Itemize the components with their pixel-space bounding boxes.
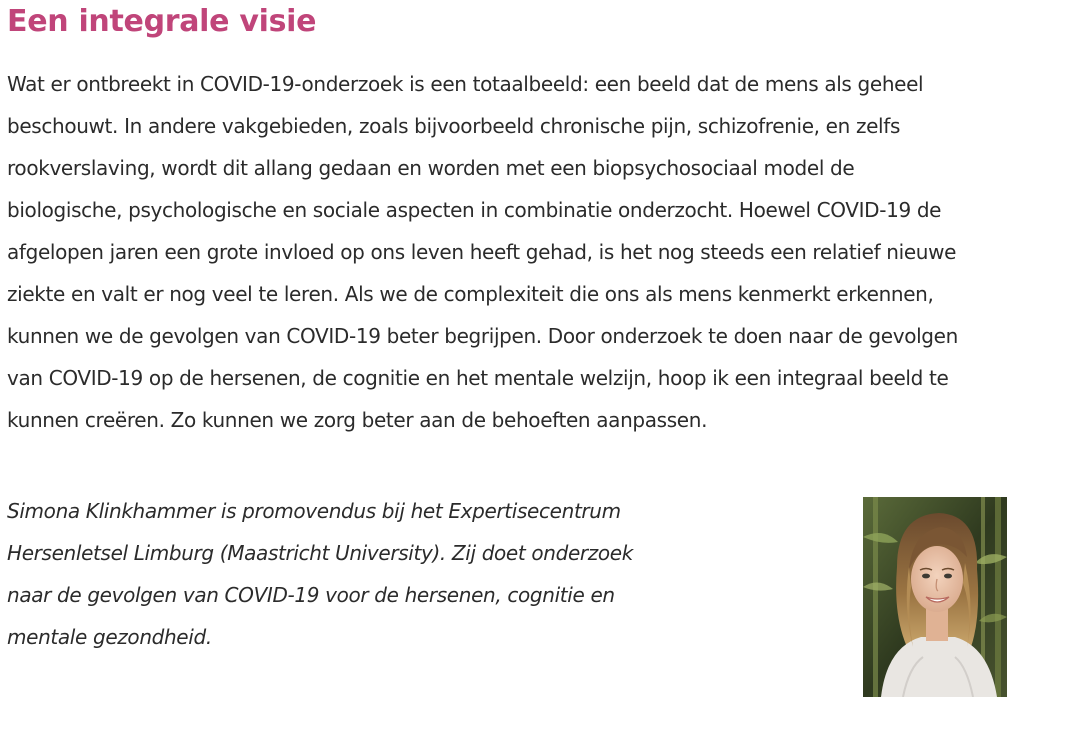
paragraph-line: van COVID-19 op de hersenen, de cognitie en het mentale welzijn, hoop ik een integraal beeld te bbox=[7, 366, 949, 390]
paragraph-line: afgelopen jaren een grote invloed op ons leven heeft gehad, is het nog steeds een relatief nieuwe bbox=[7, 240, 957, 264]
author-portrait bbox=[863, 497, 1007, 697]
paragraph-line: beschouwt. In andere vakgebieden, zoals bijvoorbeeld chronische pijn, schizofrenie, en zelfs bbox=[7, 114, 901, 138]
paragraph-line: biologische, psychologische en sociale aspecten in combinatie onderzocht. Hoewel COVID-19 de bbox=[7, 198, 942, 222]
author-bio bbox=[7, 490, 787, 658]
bio-line: Hersenletsel Limburg (Maastricht University). Zij doet onderzoek bbox=[7, 541, 633, 565]
section-heading: Een integrale visie bbox=[7, 4, 317, 39]
paragraph-line: kunnen we de gevolgen van COVID-19 beter begrijpen. Door onderzoek te doen naar de gevolgen bbox=[7, 324, 958, 348]
paragraph-line: ziekte en valt er nog veel te leren. Als we de complexiteit die ons als mens kenmerkt erkennen, bbox=[7, 282, 934, 306]
bio-line: mentale gezondheid. bbox=[7, 625, 212, 649]
bio-line: Simona Klinkhammer is promovendus bij het Expertisecentrum bbox=[7, 499, 621, 523]
paragraph-line: Wat er ontbreekt in COVID-19-onderzoek is een totaalbeeld: een beeld dat de mens als geheel bbox=[7, 72, 924, 96]
article-paragraph bbox=[7, 63, 1079, 441]
paragraph-line: kunnen creëren. Zo kunnen we zorg beter aan de behoeften aanpassen. bbox=[7, 408, 708, 432]
bio-line: naar de gevolgen van COVID-19 voor de hersenen, cognitie en bbox=[7, 583, 615, 607]
paragraph-line: rookverslaving, wordt dit allang gedaan en worden met een biopsychosociaal model de bbox=[7, 156, 855, 180]
portrait-photo-icon bbox=[863, 497, 1007, 697]
